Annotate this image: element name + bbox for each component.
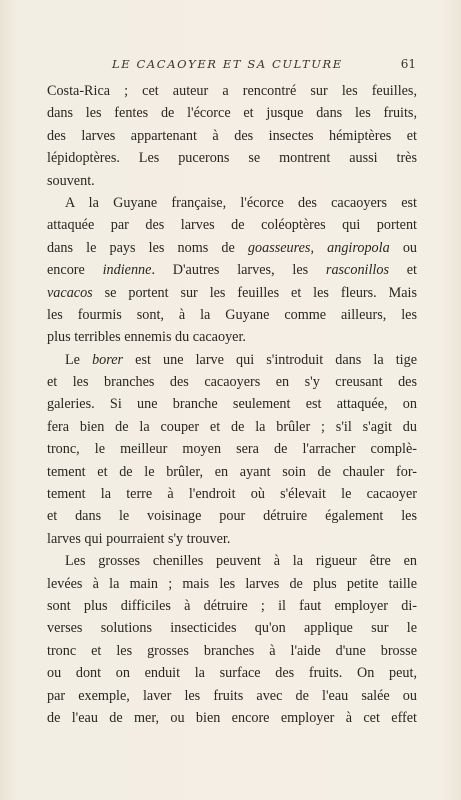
italic-term: indienne xyxy=(102,262,152,279)
text-line: larves qui pourraient s'y trouver. xyxy=(47,530,231,547)
italic-term: vacacos xyxy=(47,284,93,301)
italic-term: angiropola xyxy=(327,239,390,256)
body-text xyxy=(47,80,417,729)
text-line xyxy=(47,259,417,281)
text-run: , xyxy=(310,239,328,256)
text-run: . D'autres larves, les xyxy=(151,262,326,279)
text-line: verses solutions insecticides qu'on applique sur le xyxy=(47,620,417,637)
text-line: Les grosses chenilles peuvent à la rigueur être en xyxy=(65,553,417,570)
text-run: se portent sur les feuilles et les fleurs. Mais xyxy=(92,284,417,301)
text-run: ou xyxy=(389,239,418,256)
text-line: dans les fentes de l'écorce et jusque dans les fruits, xyxy=(47,105,417,122)
text-line: sont plus difficiles à détruire ; il faut employer di- xyxy=(47,597,417,614)
text-line: Costa-Rica ; cet auteur a rencontré sur les feuilles, xyxy=(47,83,417,99)
text-line: de l'eau de mer, ou bien encore employer à cet effet xyxy=(47,709,417,726)
text-line: plus terribles ennemis du cacaoyer. xyxy=(47,329,246,346)
italic-term: goasseures xyxy=(247,239,311,256)
italic-term: borer xyxy=(92,351,124,368)
text-line xyxy=(47,282,417,304)
text-line: les fourmis sont, à la Guyane comme ailleurs, les xyxy=(47,306,417,323)
text-line: tronc et les grosses branches à l'aide d'une brosse xyxy=(47,642,417,659)
text-line xyxy=(47,237,417,259)
page-number: 61 xyxy=(400,57,416,71)
page-header xyxy=(48,57,416,75)
text-run: encore xyxy=(47,262,103,279)
text-line: fera bien de la couper et de la brûler ; s'il s'agit du xyxy=(47,418,417,435)
text-line: A la Guyane française, l'écorce des cacaoyers est xyxy=(65,194,417,211)
text-line: et dans le voisinage pour détruire également les xyxy=(47,508,417,525)
text-line: levées à la main ; mais les larves de plus petite taille xyxy=(47,575,417,592)
text-line: par exemple, laver les fruits avec de l'eau salée ou xyxy=(47,687,417,704)
text-line: et les branches des cacaoyers en s'y creusant des xyxy=(47,374,417,391)
text-line: galeries. Si une branche seulement est attaquée, on xyxy=(47,396,417,413)
running-title: LE CACAOYER ET SA CULTURE xyxy=(112,57,343,71)
italic-term: rasconillos xyxy=(325,262,389,279)
text-line: tronc, le meilleur moyen sera de l'arracher complè- xyxy=(47,441,417,458)
text-run: est une larve qui s'introduit dans la tige xyxy=(123,351,417,368)
text-line: attaquée par des larves de coléoptères qui portent xyxy=(47,217,417,234)
text-run: et xyxy=(388,262,417,279)
text-line: des larves appartenant à des insectes hémiptères et xyxy=(47,127,417,144)
text-line xyxy=(47,349,417,371)
text-line: tement et de le brûler, en ayant soin de chauler for- xyxy=(47,463,417,480)
text-run: dans le pays les noms de xyxy=(47,239,248,256)
text-line: ou dont on enduit la surface des fruits. On peut, xyxy=(47,665,417,682)
text-line: tement la terre à l'endroit où s'élevait le cacaoyer xyxy=(47,486,417,503)
text-run: Le xyxy=(65,351,93,368)
text-line: lépidoptères. Les pucerons se montrent aussi très xyxy=(47,150,417,167)
text-line: souvent. xyxy=(47,172,95,189)
